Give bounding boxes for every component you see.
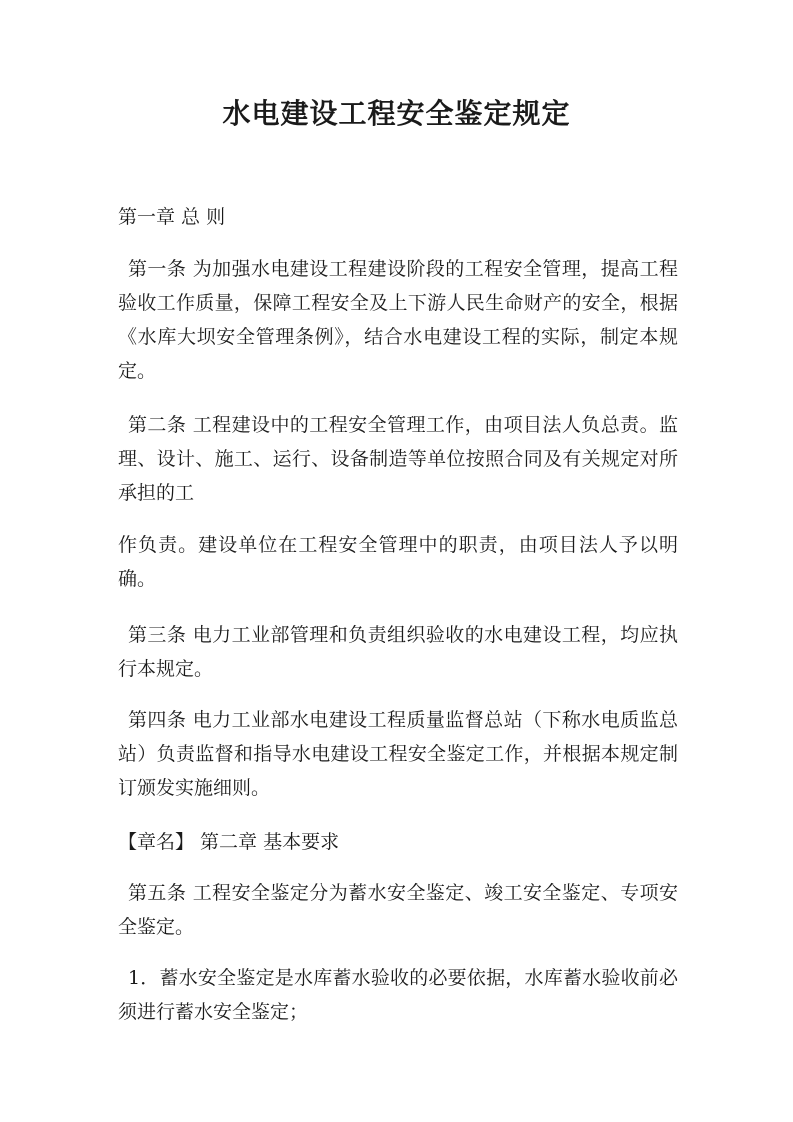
article-4: 第四条 电力工业部水电建设工程质量监督总站（下称水电质监总站）负责监督和指导水电建设工程安全鉴定工作，并根据本规定制订颁发实施细则。 [118, 709, 678, 799]
article-1: 第一条 为加强水电建设工程建设阶段的工程安全管理，提高工程验收工作质量，保障工程安全及上下游人民生命财产的安全，根据《水库大坝安全管理条例》，结合水电建设工程的实际，制定本规定。 [118, 258, 678, 382]
chapter-1-heading: 第一章 总 则 [118, 206, 226, 228]
article-5: 第五条 工程安全鉴定分为蓄水安全鉴定、竣工安全鉴定、专项安全鉴定。 [118, 882, 678, 938]
article-2-part-2: 作负责。建设单位在工程安全管理中的职责，由项目法人予以明确。 [118, 534, 678, 590]
article-2-part-1: 第二条 工程建设中的工程安全管理工作，由项目法人负总责。监理、设计、施工、运行、设备制造等单位按照合同及有关规定对所承担的工 [118, 414, 678, 504]
article-5-item-1: 1．蓄水安全鉴定是水库蓄水验收的必要依据，水库蓄水验收前必须进行蓄水安全鉴定； [118, 967, 678, 1023]
article-3: 第三条 电力工业部管理和负责组织验收的水电建设工程，均应执行本规定。 [118, 624, 678, 680]
chapter-2-heading: 【章名】 第二章 基本要求 [118, 831, 340, 853]
document-title: 水电建设工程安全鉴定规定 [222, 97, 571, 130]
